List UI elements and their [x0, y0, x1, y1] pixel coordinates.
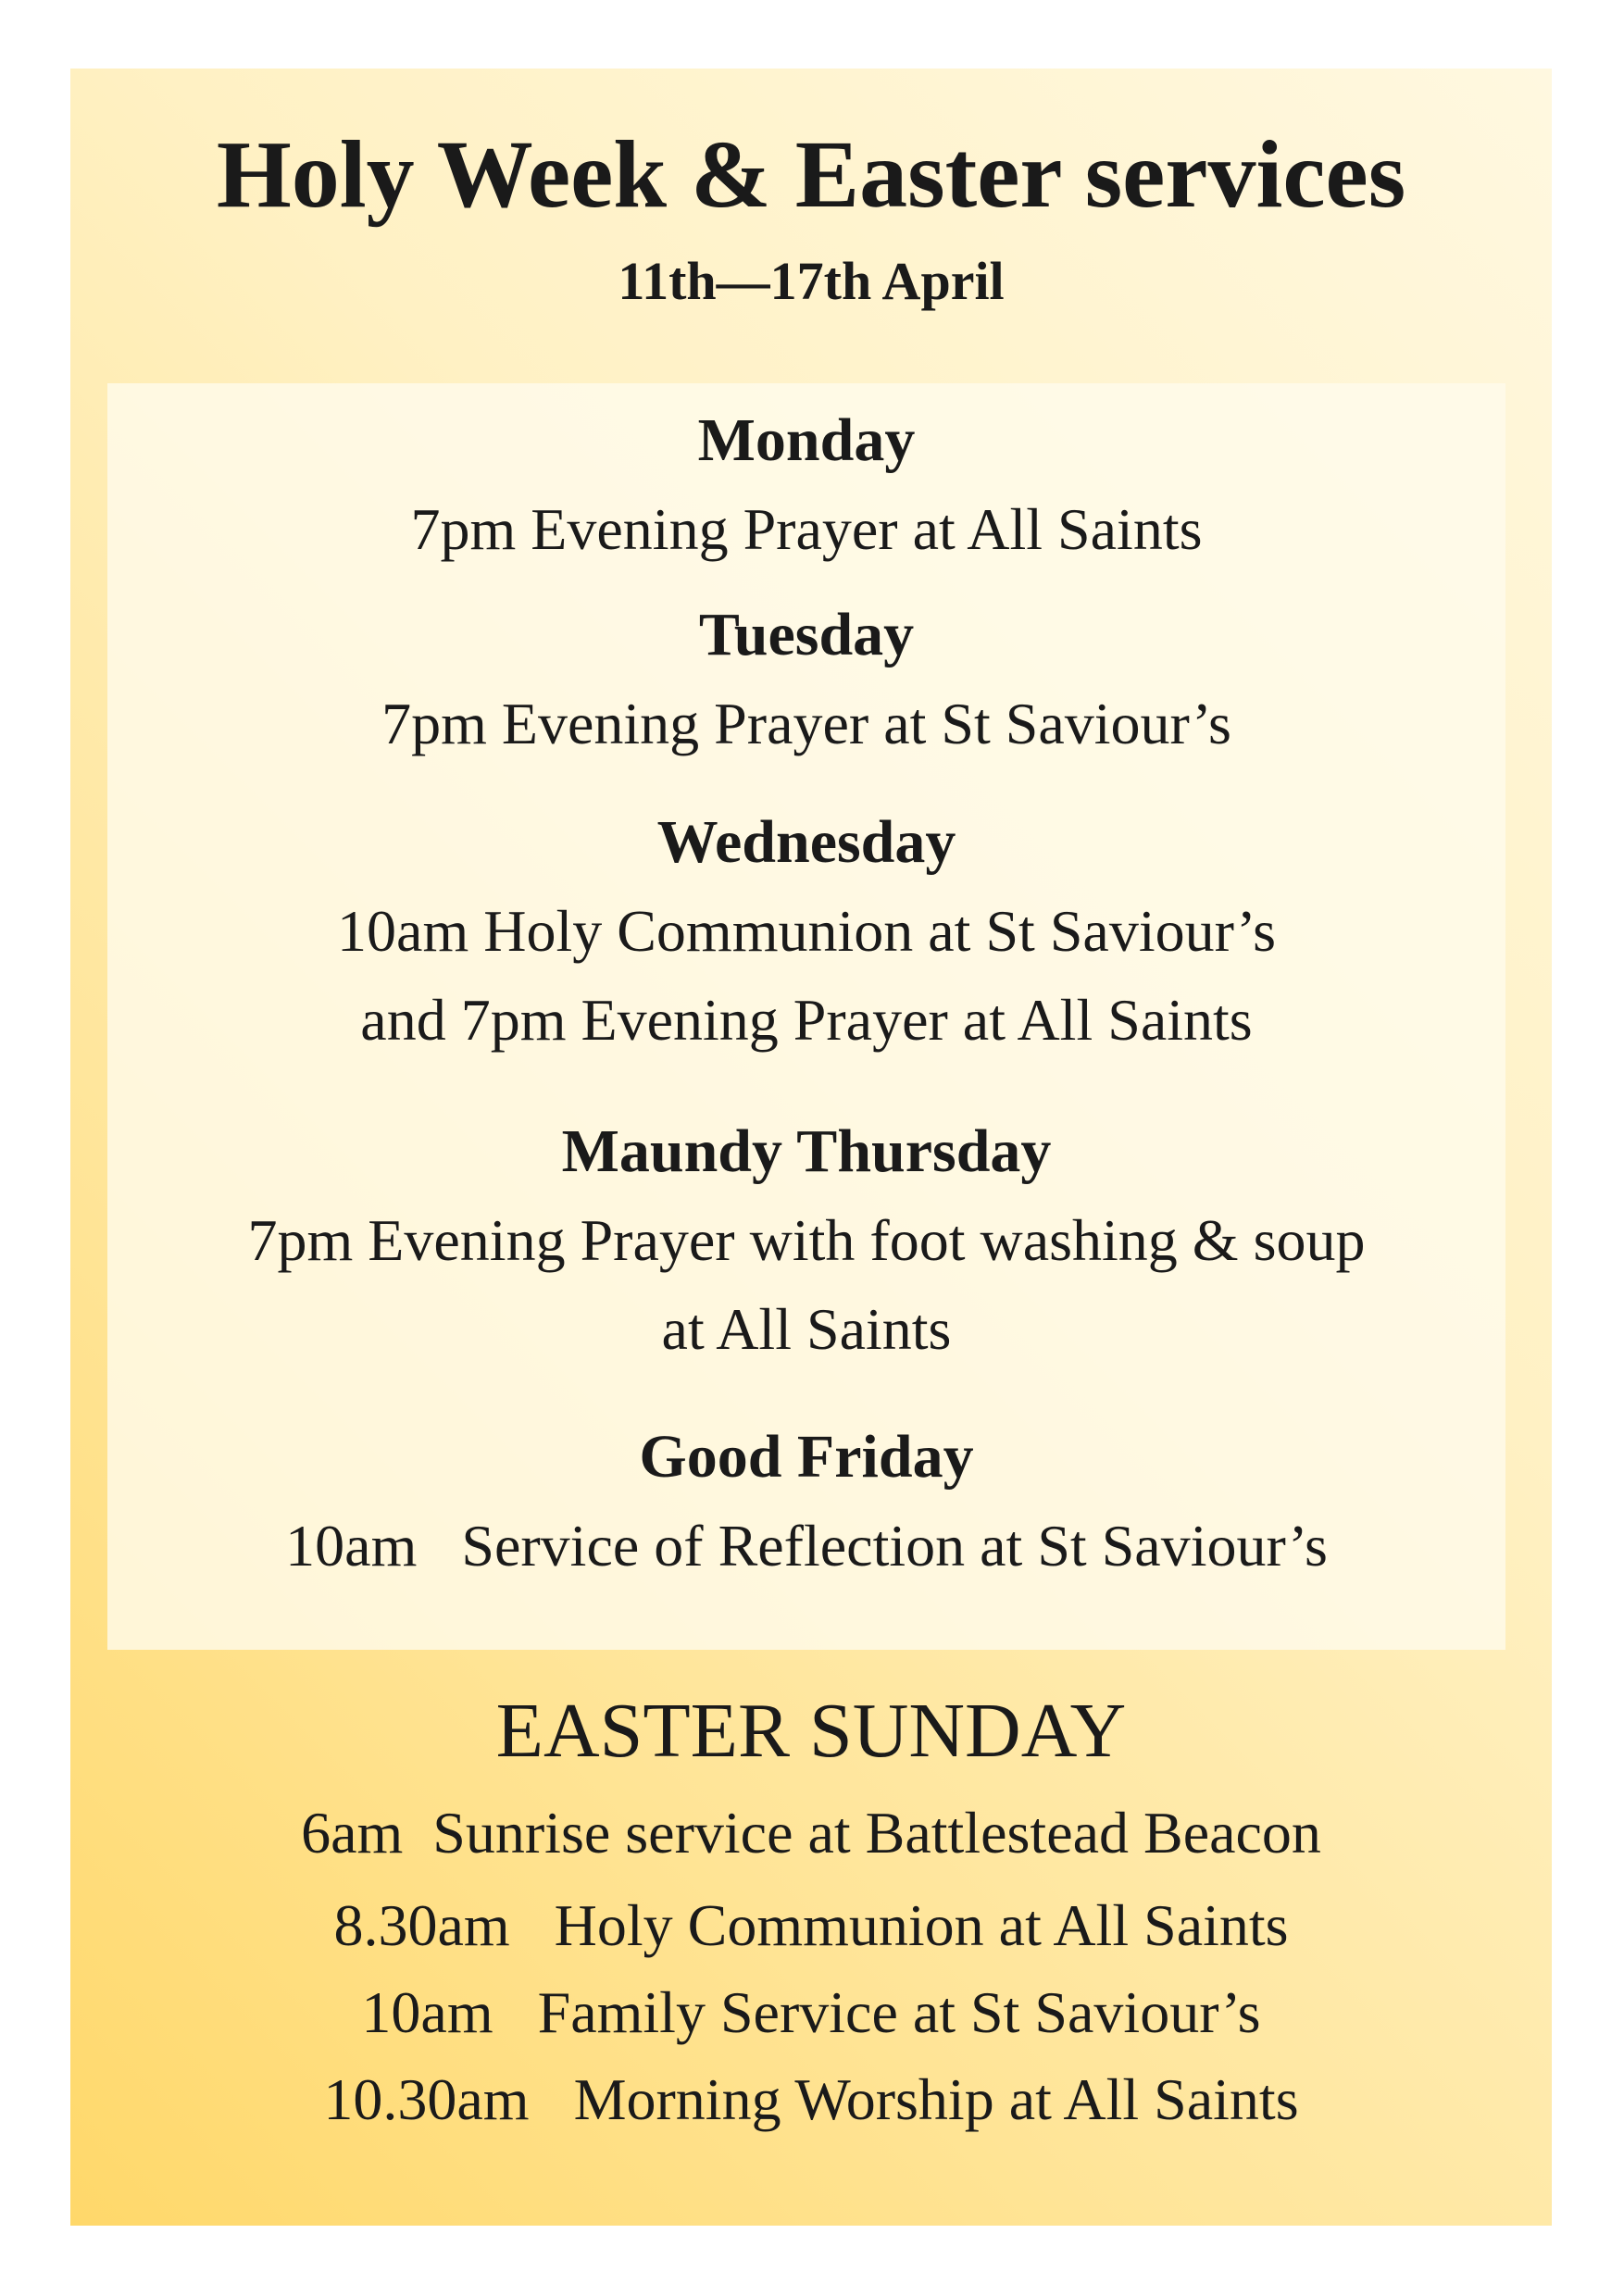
day-name: Maundy Thursday	[561, 1117, 1052, 1185]
easter-service-line: 10.30am Morning Worship at All Saints	[323, 2066, 1299, 2132]
service-line: 7pm Evening Prayer at All Saints	[410, 496, 1203, 562]
day-tuesday	[107, 591, 1505, 768]
poster	[70, 69, 1552, 2226]
easter-service-line: 6am Sunrise service at Battlestead Beacon	[301, 1800, 1321, 1866]
day-name: Monday	[697, 406, 916, 474]
service-line: 10am Service of Reflection at St Saviour’s	[285, 1513, 1328, 1578]
day-maundy-thursday	[107, 1107, 1505, 1374]
service-line: 7pm Evening Prayer with foot washing & soup	[247, 1207, 1366, 1273]
service-line: 7pm Evening Prayer at St Saviour’s	[381, 691, 1231, 756]
day-name: Tuesday	[698, 601, 915, 668]
service-line: 10am Holy Communion at St Saviour’s	[337, 898, 1276, 964]
service-line: at All Saints	[661, 1296, 952, 1362]
holy-week-panel	[107, 383, 1505, 1650]
poster-title: Holy Week & Easter services	[216, 121, 1406, 228]
service-line: and 7pm Evening Prayer at All Saints	[360, 987, 1253, 1053]
day-good-friday	[107, 1413, 1505, 1591]
easter-service-line: 10am Family Service at St Saviour’s	[361, 1979, 1261, 2045]
easter-sunday-heading: EASTER SUNDAY	[495, 1688, 1127, 1774]
day-monday	[107, 396, 1505, 574]
day-name: Good Friday	[639, 1423, 974, 1491]
date-range: 11th—17th April	[618, 251, 1005, 311]
day-name: Wednesday	[656, 808, 956, 876]
day-wednesday	[107, 798, 1505, 1065]
easter-service-line: 8.30am Holy Communion at All Saints	[333, 1892, 1289, 1958]
